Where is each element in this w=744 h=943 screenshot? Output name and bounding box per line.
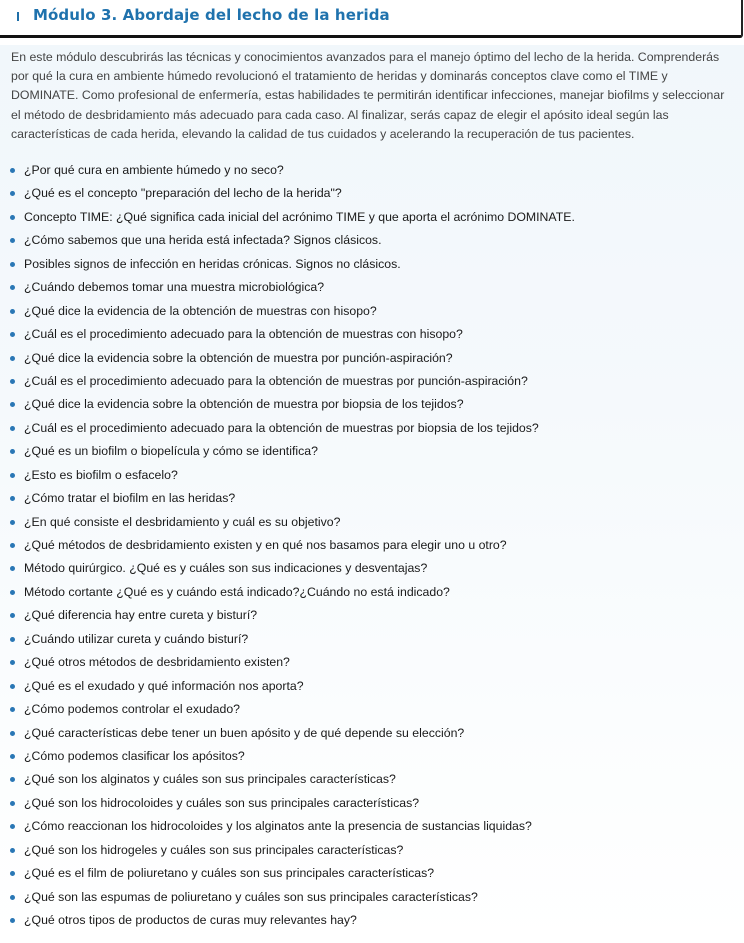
bullet-icon	[10, 238, 15, 243]
bullet-icon	[10, 566, 15, 571]
topic-text: ¿En qué consiste el desbridamiento y cuál es su objetivo?	[24, 514, 341, 529]
topic-text: ¿Cómo reaccionan los hidrocoloides y los alginatos ante la presencia de sustancias liquidas?	[24, 819, 532, 834]
bullet-icon	[10, 918, 15, 923]
topic-list-item	[0, 229, 575, 252]
bullet-icon	[10, 543, 15, 548]
topic-list-item	[0, 347, 575, 370]
topic-text: ¿Esto es biofilm o esfacelo?	[24, 467, 178, 482]
topic-list-item	[0, 651, 575, 674]
topic-list-item	[0, 581, 575, 604]
topic-list-item	[0, 253, 575, 276]
bullet-icon	[10, 684, 15, 689]
bullet-icon	[10, 496, 15, 501]
topic-list-item	[0, 370, 575, 393]
bullet-icon	[10, 731, 15, 736]
topic-text: ¿Cuándo utilizar cureta y cuándo bisturí?	[24, 631, 249, 646]
bullet-icon	[10, 801, 15, 806]
topic-list-item	[0, 886, 575, 909]
topic-list-item	[0, 839, 575, 862]
topic-list-item	[0, 604, 575, 627]
topic-list-item	[0, 815, 575, 838]
topic-list-item	[0, 417, 575, 440]
topic-list-item	[0, 862, 575, 885]
bullet-icon	[10, 613, 15, 618]
bullet-icon	[10, 754, 15, 759]
topic-list-item	[0, 487, 575, 510]
topic-text: ¿Qué es el film de poliuretano y cuáles son sus principales características?	[24, 866, 435, 881]
bullet-icon	[10, 191, 15, 196]
bullet-icon	[10, 590, 15, 595]
bullet-icon	[10, 777, 15, 782]
bullet-icon	[10, 449, 15, 454]
bullet-icon	[10, 520, 15, 525]
topic-text: ¿Cuál es el procedimiento adecuado para la obtención de muestras por biopsia de los tejidos?	[24, 420, 539, 435]
topic-list-item	[0, 722, 575, 745]
topic-list-item	[0, 159, 575, 182]
topic-text: Método quirúrgico. ¿Qué es y cuáles son sus indicaciones y desventajas?	[24, 561, 428, 576]
topic-text: Concepto TIME: ¿Qué significa cada inicial del acrónimo TIME y que aporta el acrónimo DOMINATE.	[24, 209, 575, 224]
module-title: Módulo 3. Abordaje del lecho de la herida	[33, 6, 390, 24]
topic-list-item	[0, 300, 575, 323]
topic-text: ¿Qué es el exudado y qué información nos aporta?	[24, 678, 304, 693]
bullet-icon	[10, 473, 15, 478]
bullet-icon	[10, 426, 15, 431]
topic-list-item	[0, 534, 575, 557]
topic-list-item	[0, 745, 575, 768]
bullet-icon	[10, 871, 15, 876]
topic-text: ¿Qué es un biofilm o biopelícula y cómo se identifica?	[24, 444, 318, 459]
topic-list-item	[0, 511, 575, 534]
topic-list-item	[0, 276, 575, 299]
topic-text: ¿Qué son los hidrogeles y cuáles son sus principales características?	[24, 842, 404, 857]
topic-text: ¿Qué son los alginatos y cuáles son sus principales características?	[24, 772, 396, 787]
topic-text: ¿Cómo tratar el biofilm en las heridas?	[24, 491, 236, 506]
topic-list-item	[0, 440, 575, 463]
bullet-icon	[10, 309, 15, 314]
bullet-icon	[10, 637, 15, 642]
module-content	[0, 45, 744, 943]
module-intro: En este módulo descubrirás las técnicas y conocimientos avanzados para el manejo óptimo del lecho de la herida. Comprenderás por qué la cura en ambiente húmedo revolucionó el tratamiento de heridas y dominarás conceptos clave como el TIME y DOMINATE. Como profesional de enfermería, estas habilidades te permitirán identificar infecciones, manejar biofilms y seleccionar el método de desbridamiento más adecuado para cada caso. Al finalizar, serás capaz de elegir el apósito ideal según las características de cada herida, elevando la calidad de tus cuidados y acelerando la recuperación de tus pacientes.	[11, 50, 725, 141]
topic-text: ¿Qué otros métodos de desbridamiento existen?	[24, 655, 290, 670]
bullet-icon	[10, 895, 15, 900]
topic-list-item	[0, 675, 575, 698]
topic-list-item	[0, 464, 575, 487]
topic-text: ¿Cuál es el procedimiento adecuado para la obtención de muestras con hisopo?	[24, 327, 463, 342]
topic-text: ¿Qué métodos de desbridamiento existen y en qué nos basamos para elegir uno u otro?	[24, 538, 507, 552]
topic-text: ¿Cómo sabemos que una herida está infectada? Signos clásicos.	[24, 233, 382, 248]
bullet-icon	[10, 824, 15, 829]
bullet-icon	[10, 707, 15, 712]
topic-list-item	[0, 393, 575, 416]
topic-list-item	[0, 698, 575, 721]
topic-text: ¿Por qué cura en ambiente húmedo y no seco?	[24, 163, 284, 177]
topic-text: ¿Qué dice la evidencia de la obtención de muestras con hisopo?	[24, 303, 377, 318]
bullet-icon	[10, 332, 15, 337]
topic-list-item	[0, 792, 575, 815]
bullet-icon	[10, 215, 15, 220]
module-header	[0, 0, 743, 38]
topic-list-item	[0, 323, 575, 346]
topic-text: ¿Qué son los hidrocoloides y cuáles son sus principales características?	[24, 795, 420, 810]
title-accent-bar	[17, 12, 19, 21]
topic-text: Posibles signos de infección en heridas crónicas. Signos no clásicos.	[24, 256, 401, 271]
bullet-icon	[10, 660, 15, 665]
topic-text: ¿Qué otros tipos de productos de curas muy relevantes hay?	[24, 913, 357, 927]
topic-text: Método cortante ¿Qué es y cuándo está indicado?¿Cuándo no está indicado?	[24, 584, 450, 599]
bullet-icon	[10, 402, 15, 407]
topic-text: ¿Cuál es el procedimiento adecuado para la obtención de muestras por punción-aspiración?	[24, 373, 528, 388]
topic-text: ¿Qué son las espumas de poliuretano y cuáles son sus principales características?	[24, 889, 478, 904]
bullet-icon	[10, 285, 15, 290]
topic-text: ¿Qué diferencia hay entre cureta y bisturí?	[24, 608, 258, 623]
topic-list-item	[0, 768, 575, 791]
topic-text: ¿Qué es el concepto "preparación del lecho de la herida"?	[24, 186, 342, 201]
topic-list-item	[0, 628, 575, 651]
topic-list-item	[0, 206, 575, 229]
topic-text: ¿Cómo podemos controlar el exudado?	[24, 702, 241, 717]
topic-text: ¿Cómo podemos clasificar los apósitos?	[24, 748, 245, 763]
topic-text: ¿Qué dice la evidencia sobre la obtención de muestra por biopsia de los tejidos?	[24, 397, 464, 412]
topic-list-item	[0, 909, 575, 932]
bullet-icon	[10, 168, 15, 173]
topic-text: ¿Qué características debe tener un buen apósito y de qué depende su elección?	[24, 725, 465, 740]
topic-list	[0, 159, 575, 932]
topic-list-item	[0, 182, 575, 205]
topic-text: ¿Qué dice la evidencia sobre la obtención de muestra por punción-aspiración?	[24, 350, 453, 365]
topic-text: ¿Cuándo debemos tomar una muestra microbiológica?	[24, 280, 325, 295]
bullet-icon	[10, 848, 15, 853]
bullet-icon	[10, 379, 15, 384]
bullet-icon	[10, 262, 15, 267]
topic-list-item	[0, 557, 575, 580]
bullet-icon	[10, 356, 15, 361]
